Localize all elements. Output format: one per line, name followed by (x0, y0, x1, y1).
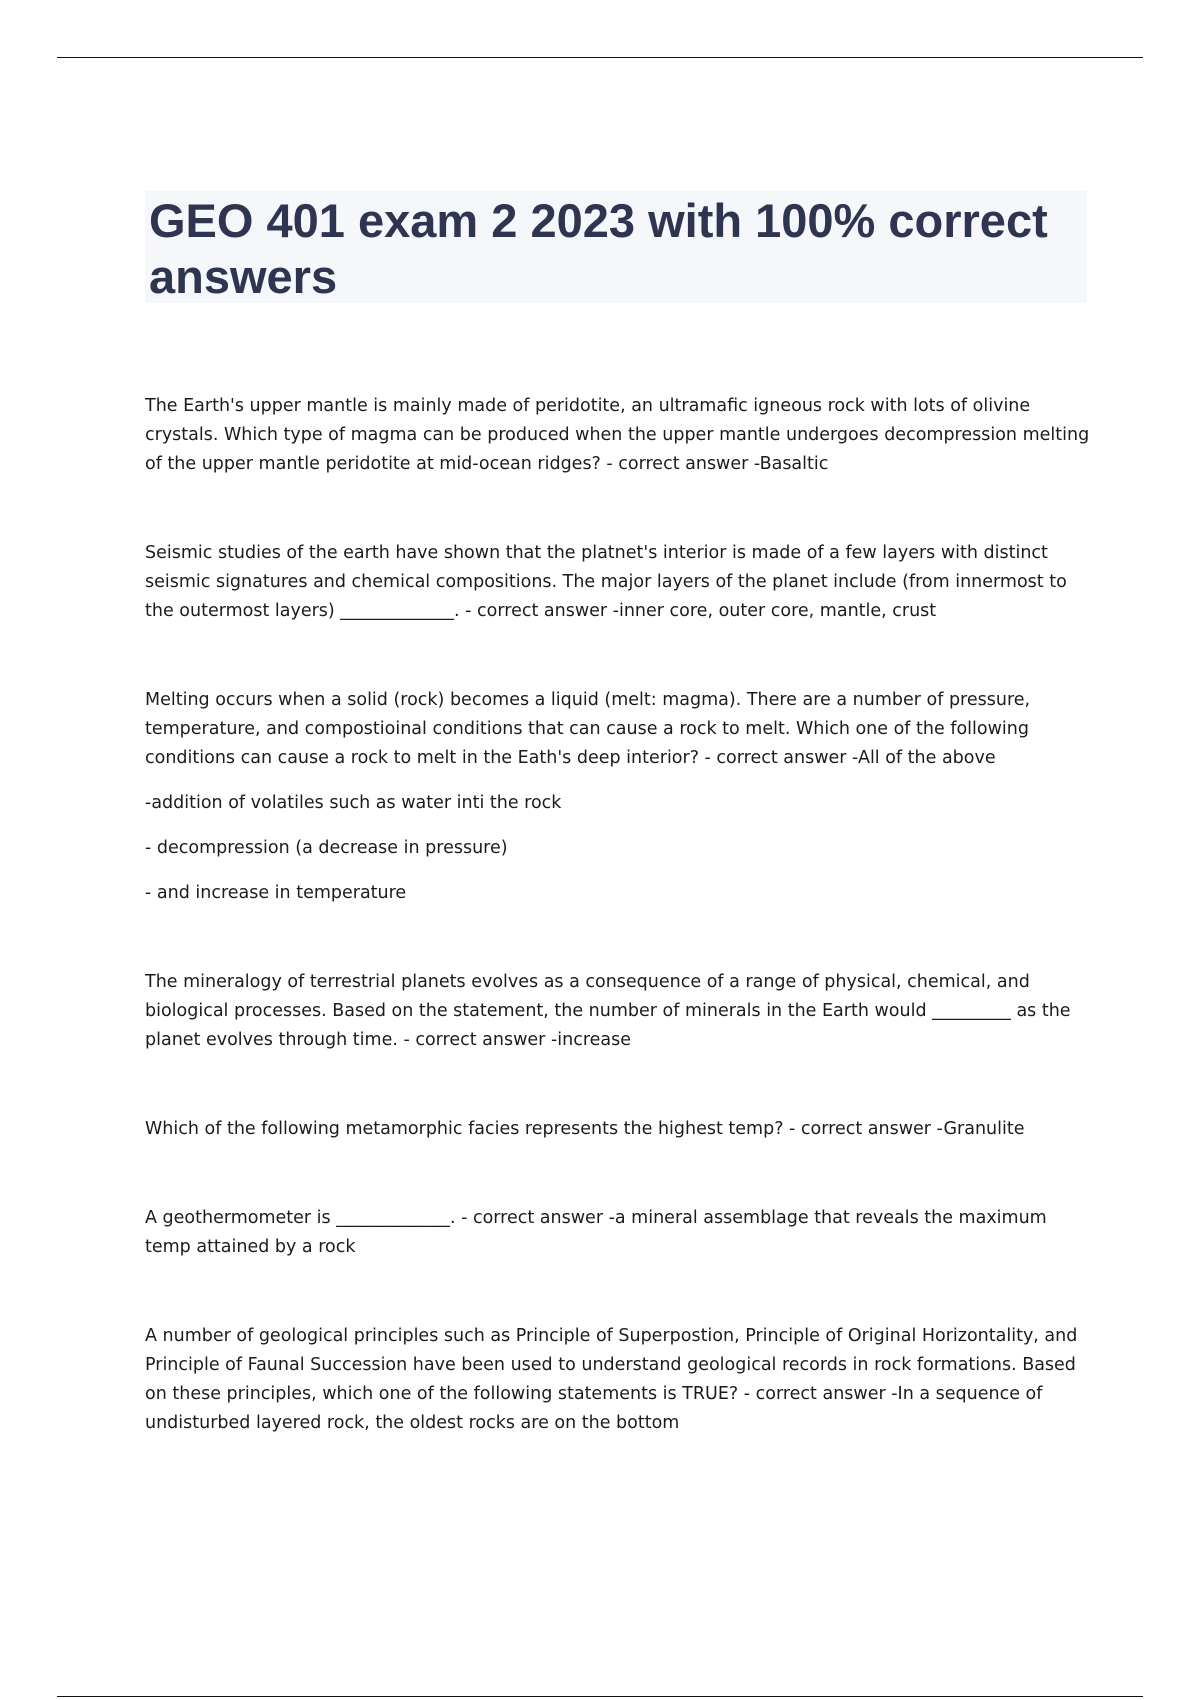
document-title: GEO 401 exam 2 2023 with 100% correct answers (149, 194, 1048, 303)
qa-item (145, 539, 1095, 626)
header-rule (57, 57, 1143, 58)
qa-list-item: -addition of volatiles such as water inti the rock (145, 793, 562, 813)
qa-text: Which of the following metamorphic facies represents the highest temp? - correct answer -Granulite (145, 1119, 1025, 1139)
qa-text: The mineralogy of terrestrial planets evolves as a consequence of a range of physical, chemical, and biological processes. Based on the statement, the number of minerals in the Earth would _________ as the planet evolves through time. - correct answer -increase (145, 972, 1071, 1050)
qa-item (145, 686, 1095, 908)
qa-text: Melting occurs when a solid (rock) becomes a liquid (melt: magma). There are a number of pressure, temperature, and compostioinal conditions that can cause a rock to melt. Which one of the following conditions can cause a rock to melt in the Eath's deep interior? - correct answer -All of the above (145, 690, 1031, 768)
qa-item (145, 1322, 1095, 1438)
document-body (145, 392, 1095, 1498)
qa-item (145, 1204, 1095, 1262)
qa-list-item: - and increase in temperature (145, 883, 407, 903)
qa-item (145, 968, 1095, 1055)
qa-item (145, 392, 1095, 479)
qa-text: Seismic studies of the earth have shown that the platnet's interior is made of a few layers with distinct seismic signatures and chemical compositions. The major layers of the planet include (from innermost to the outermost layers) _____________. - correct answer -inner core, outer core, mantle, crust (145, 543, 1067, 621)
qa-text: A number of geological principles such as Principle of Superpostion, Principle of Original Horizontality, and Principle of Faunal Succession have been used to understand geological records in rock formations. Based on these principles, which one of the following statements is TRUE? - correct answer -In a sequence of undisturbed layered rock, the oldest rocks are on the bottom (145, 1326, 1078, 1433)
title-block (145, 191, 1087, 303)
footer-rule (57, 1696, 1143, 1697)
qa-text: A geothermometer is _____________. - correct answer -a mineral assemblage that reveals the maximum temp attained by a rock (145, 1208, 1047, 1257)
qa-text: The Earth's upper mantle is mainly made of peridotite, an ultramafic igneous rock with lots of olivine crystals. Which type of magma can be produced when the upper mantle undergoes decompression melting of the upper mantle peridotite at mid-ocean ridges? - correct answer -Basaltic (145, 396, 1090, 474)
qa-list-item: - decompression (a decrease in pressure) (145, 838, 508, 858)
qa-item (145, 1115, 1095, 1144)
